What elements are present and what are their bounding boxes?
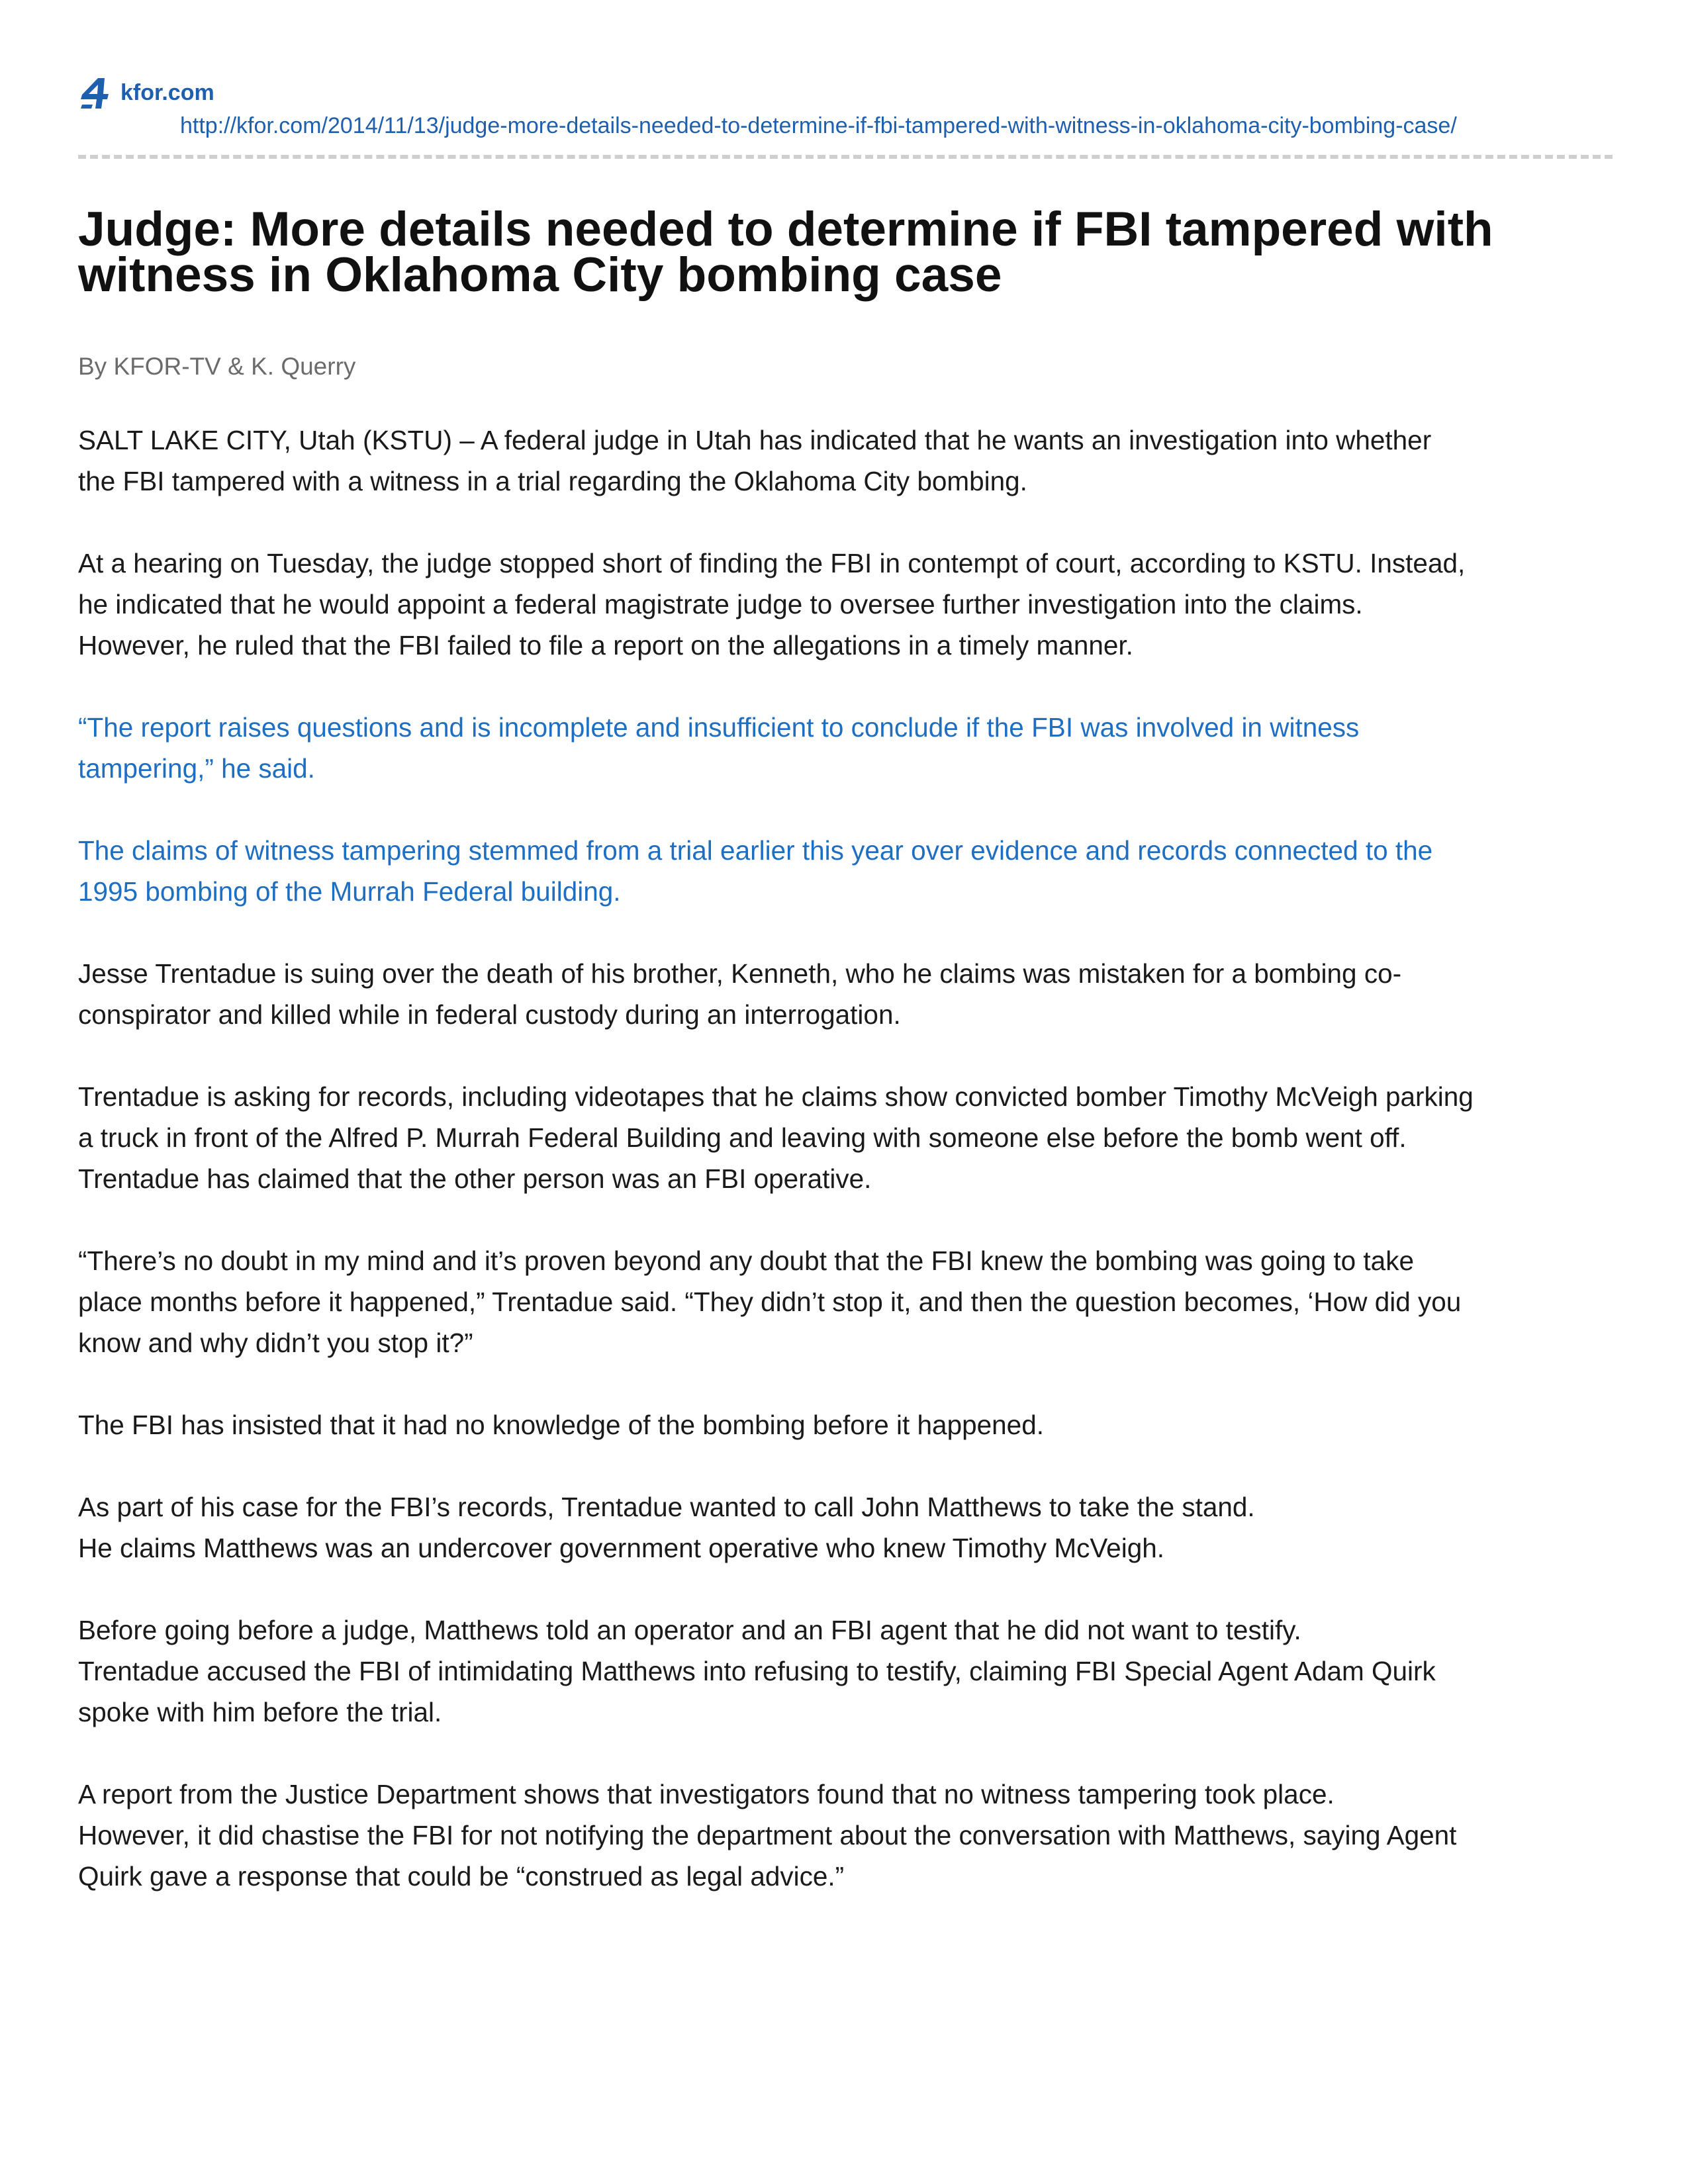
article-paragraph [78,1610,1620,1733]
paragraph-line: As part of his case for the FBI’s records, Trentadue wanted to call John Matthews to take the stand. [78,1492,1255,1522]
header-divider [78,155,1613,159]
paragraph-line: The claims of witness tampering stemmed from a trial earlier this year over evidence and records connected to the [78,835,1433,866]
paragraph-line: However, he ruled that the FBI failed to file a report on the allegations in a timely manner. [78,630,1133,660]
paragraph-line: he indicated that he would appoint a federal magistrate judge to oversee further investigation into the claims. [78,589,1363,619]
paragraph-line: tampering,” he said. [78,753,315,784]
site-name-link[interactable]: kfor.com [120,80,214,105]
article-paragraph [78,1486,1620,1569]
paragraph-line: Quirk gave a response that could be “construed as legal advice.” [78,1861,845,1891]
paragraph-line: He claims Matthews was an undercover government operative who knew Timothy McVeigh. [78,1533,1165,1563]
article-body [78,420,1620,1938]
quote-paragraph [78,830,1620,912]
channel-4-logo-icon [78,75,113,110]
quote-paragraph [78,707,1620,789]
site-logo-row [78,74,1614,111]
paragraph-line: A report from the Justice Department shows that investigators found that no witness tampering took place. [78,1779,1335,1809]
paragraph-line: spoke with him before the trial. [78,1697,442,1727]
paragraph-line: SALT LAKE CITY, Utah (KSTU) – A federal judge in Utah has indicated that he wants an investigation into whether [78,425,1432,455]
paragraph-line: However, it did chastise the FBI for not notifying the department about the conversation with Matthews, saying Agent [78,1820,1457,1850]
article-paragraph [78,420,1620,502]
paragraph-line: the FBI tampered with a witness in a trial regarding the Oklahoma City bombing. [78,466,1027,496]
paragraph-line: a truck in front of the Alfred P. Murrah Federal Building and leaving with someone else before the bomb went off. [78,1122,1407,1153]
paragraph-line: Trentadue accused the FBI of intimidating Matthews into refusing to testify, claiming FBI Special Agent Adam Quirk [78,1656,1436,1686]
paragraph-line: At a hearing on Tuesday, the judge stopped short of finding the FBI in contempt of court, according to KSTU. Instead, [78,548,1466,578]
article-byline: By KFOR-TV & K. Querry [78,353,356,380]
article-paragraph [78,1240,1620,1363]
paragraph-line: 1995 bombing of the Murrah Federal building. [78,876,621,907]
paragraph-line: Jesse Trentadue is suing over the death of his brother, Kenneth, who he claims was mistaken for a bombing co- [78,958,1402,989]
article-paragraph [78,1774,1620,1897]
paragraph-line: Trentadue is asking for records, including videotapes that he claims show convicted bomber Timothy McVeigh parking [78,1081,1474,1112]
paragraph-line: conspirator and killed while in federal custody during an interrogation. [78,999,901,1030]
paragraph-line: “There’s no doubt in my mind and it’s proven beyond any doubt that the FBI knew the bombing was going to take [78,1246,1414,1276]
paragraph-line: know and why didn’t you stop it?” [78,1328,473,1358]
article-paragraph [78,1076,1620,1199]
source-header [78,74,1614,138]
article-title [78,203,1601,302]
paragraph-line: The FBI has insisted that it had no knowledge of the bombing before it happened. [78,1410,1044,1440]
title-line: Judge: More details needed to determine if FBI tampered with [78,203,1493,256]
paragraph-line: Before going before a judge, Matthews told an operator and an FBI agent that he did not want to testify. [78,1615,1301,1645]
title-line: witness in Oklahoma City bombing case [78,248,1002,302]
paragraph-line: Trentadue has claimed that the other person was an FBI operative. [78,1163,872,1194]
article-paragraph [78,543,1620,666]
article-paragraph [78,953,1620,1035]
paragraph-line: “The report raises questions and is incomplete and insufficient to conclude if the FBI was involved in witness [78,712,1360,743]
paragraph-line: place months before it happened,” Trentadue said. “They didn’t stop it, and then the question becomes, ‘How did you [78,1287,1462,1317]
article-paragraph [78,1404,1620,1445]
source-url-link[interactable]: http://kfor.com/2014/11/13/judge-more-details-needed-to-determine-if-fbi-tampered-with-witness-in-oklahoma-city-bombing-case/ [180,113,1457,138]
